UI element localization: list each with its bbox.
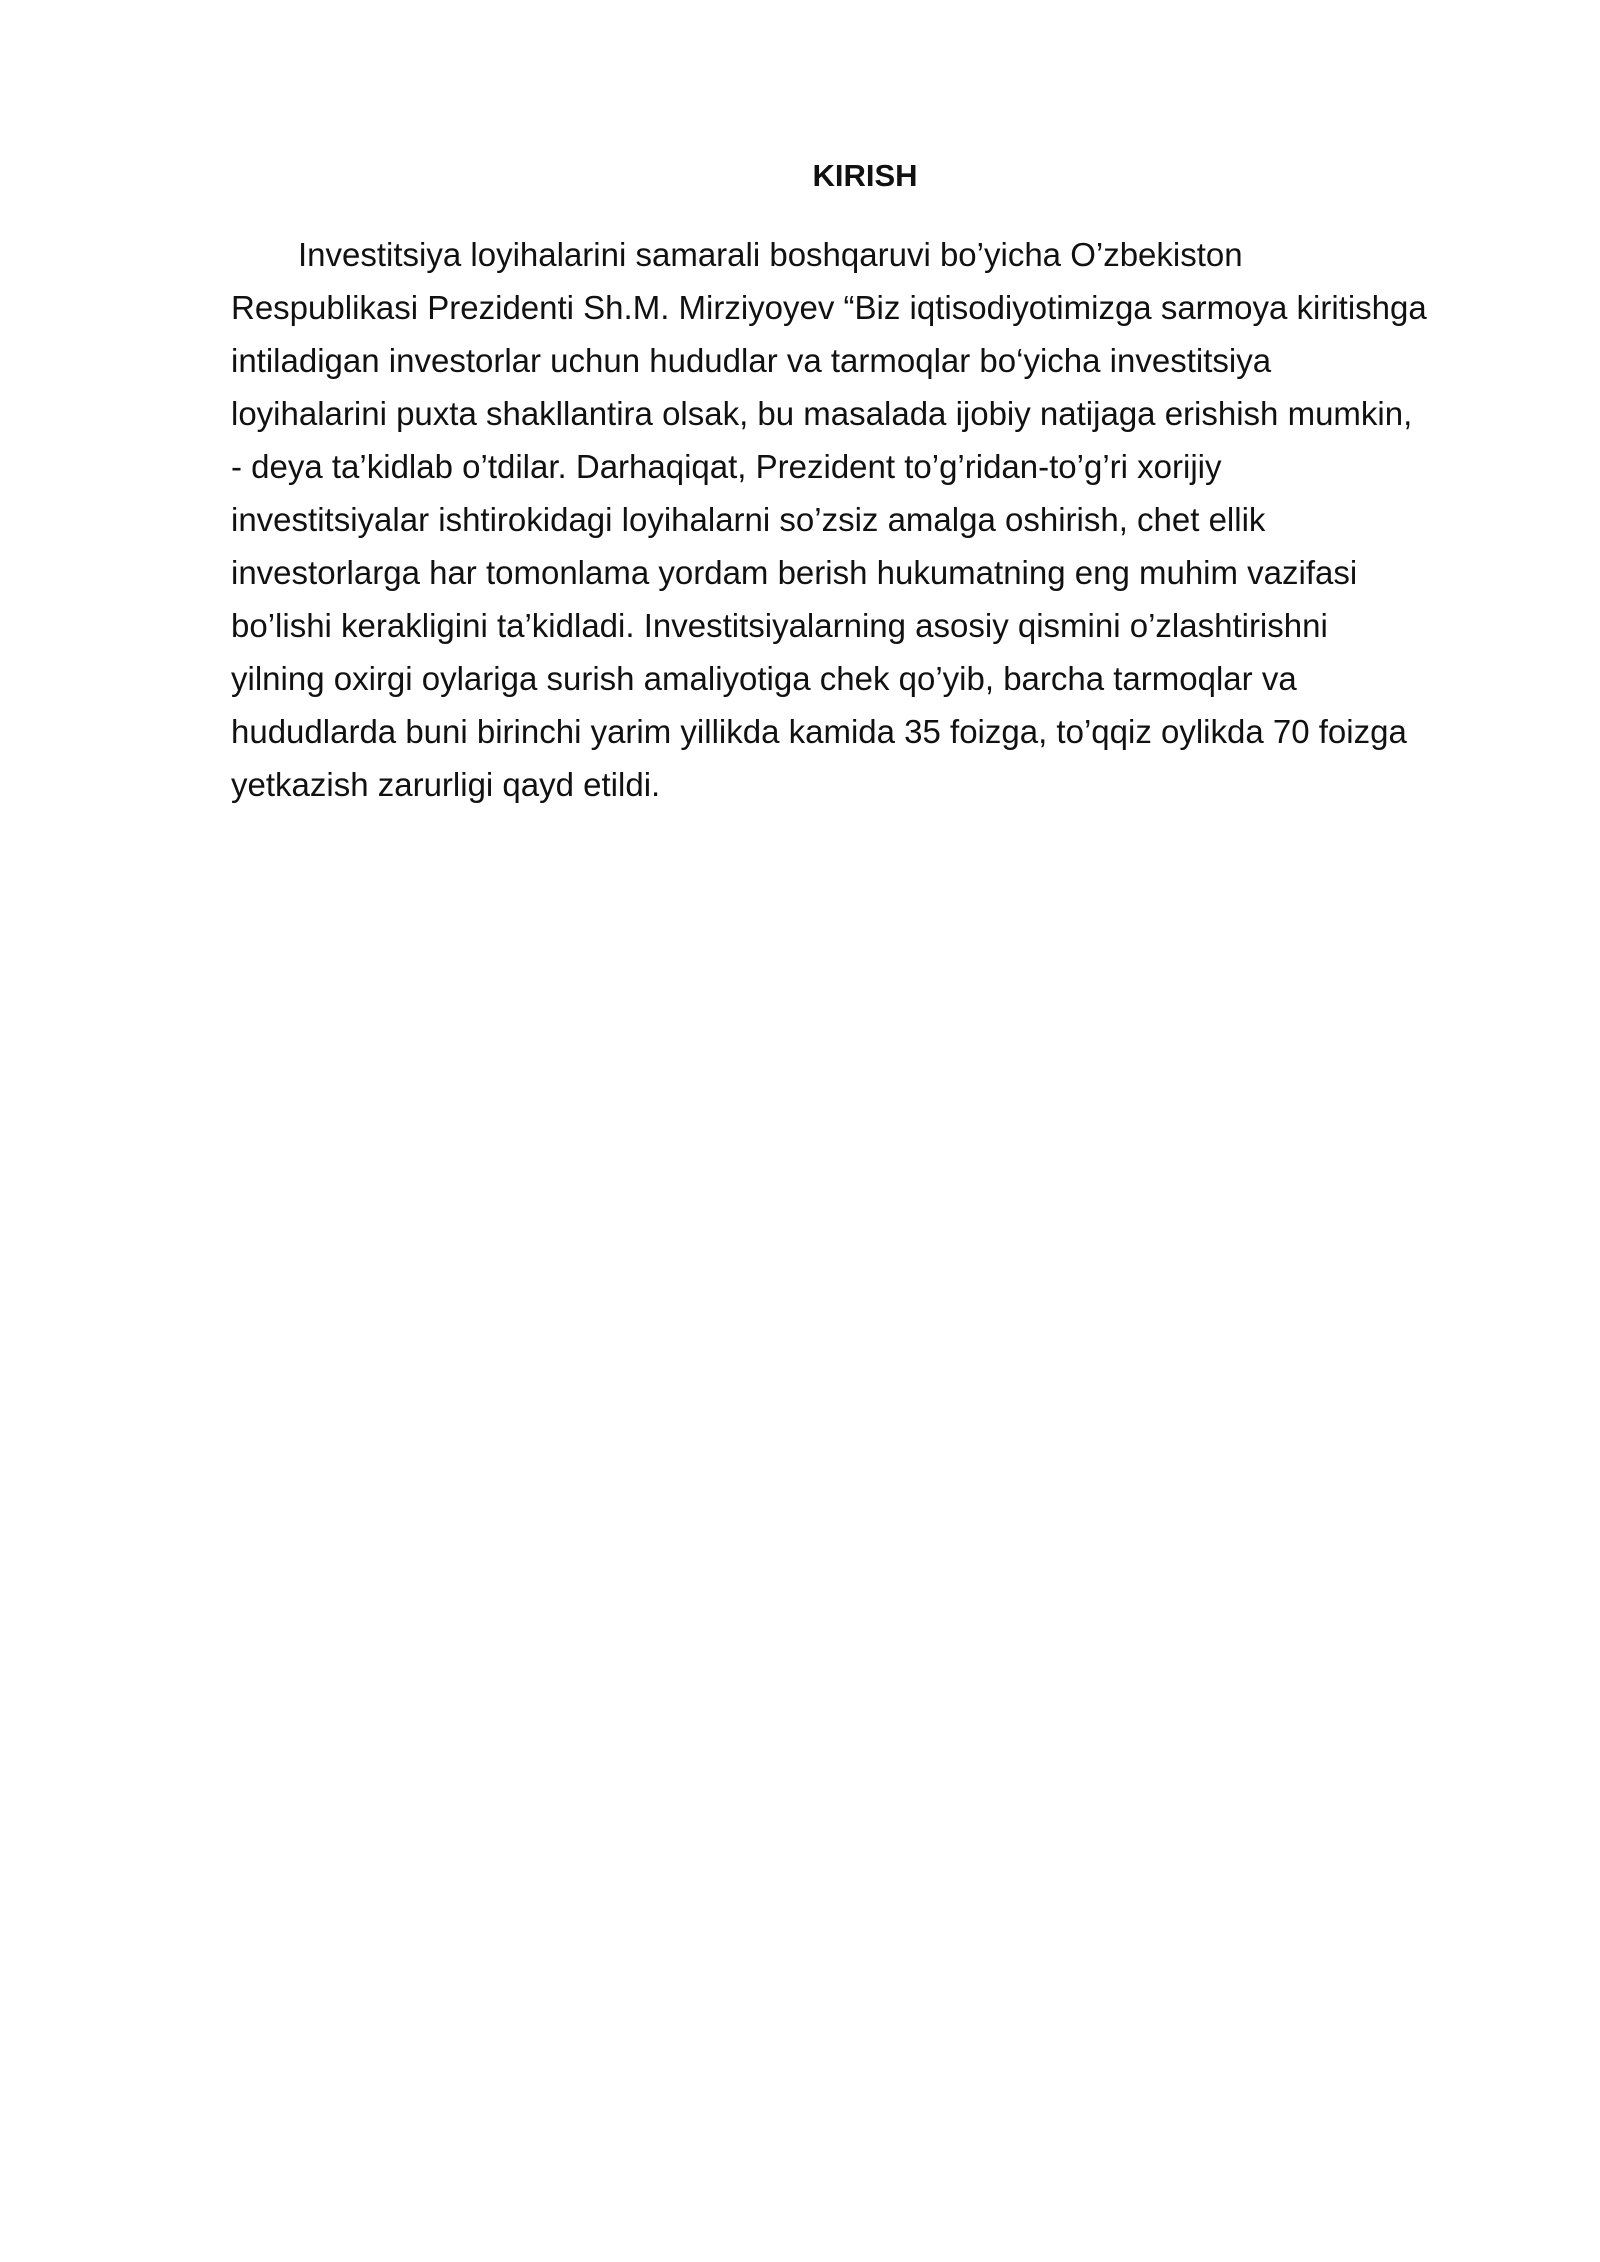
paragraph-line: investitsiyalar ishtirokidagi loyihalarni so’zsiz amalga oshirish, chet ellik [231,501,1266,538]
paragraph-line: - deya ta’kidlab o’tdilar. Darhaqiqat, Prezident to’g’ridan-to’g’ri xorijiy [231,448,1222,485]
paragraph-line: Investitsiya loyihalarini samarali boshqaruvi bo’yicha O’zbekiston [298,236,1243,273]
paragraph-line: hududlarda buni birinchi yarim yillikda kamida 35 foizga, to’qqiz oylikda 70 foizga [231,713,1407,750]
paragraph-line: loyihalarini puxta shakllantira olsak, bu masalada ijobiy natijaga erishish mumkin, [231,395,1413,432]
paragraph-line: intiladigan investorlar uchun hududlar va tarmoqlar bo‘yicha investitsiya [231,342,1272,379]
intro-paragraph [231,228,1493,811]
paragraph-line: yetkazish zarurligi qayd etildi. [231,766,661,803]
paragraph-line: yilning oxirgi oylariga surish amaliyotiga chek qo’yib, barcha tarmoqlar va [231,660,1297,697]
section-heading: KIRISH [812,158,918,193]
paragraph-line: investorlarga har tomonlama yordam berish hukumatning eng muhim vazifasi [231,554,1358,591]
paragraph-line: bo’lishi kerakligini ta’kidladi. Investitsiyalarning asosiy qismini o’zlashtirishni [231,607,1328,644]
paragraph-line: Respublikasi Prezidenti Sh.M. Mirziyoyev “Biz iqtisodiyotimizga sarmoya kiritishga [231,289,1427,326]
